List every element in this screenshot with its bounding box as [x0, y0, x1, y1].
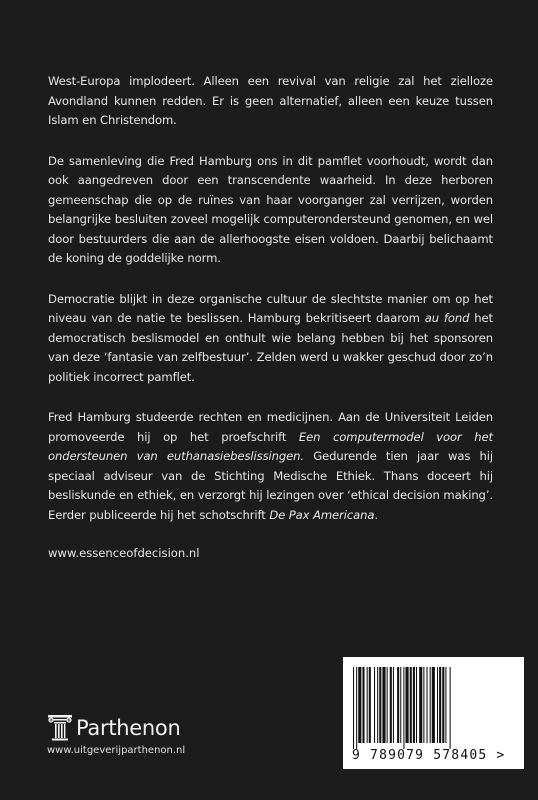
barcode-bar — [406, 667, 409, 743]
barcode-bar — [374, 667, 375, 743]
barcode-bar — [432, 667, 435, 743]
barcode-bar — [442, 667, 444, 743]
barcode-bar — [397, 667, 399, 743]
paragraph-4-italic-title-2: De Pax Americana — [269, 507, 375, 522]
barcode-bar — [437, 667, 438, 743]
isbn-number: 9 789079 578405 > — [352, 748, 506, 763]
paragraph-4 — [48, 408, 493, 525]
barcode-bar — [353, 667, 354, 749]
publisher-url: www.uitgeverijparthenon.nl — [47, 745, 186, 756]
barcode-bar — [450, 667, 451, 749]
paragraph-4-text-a: Fred Hamburg studeerde rechten en medicijnen. Aan de Universiteit Leiden promoveerde hij op het proefschrift — [48, 410, 493, 444]
barcode-bar — [387, 667, 388, 743]
paragraph-3-text-a: Democratie blijkt in deze organische cultuur de slechtste manier om op het niveau van de natie te beslissen. Hamburg bekritiseert daarom — [48, 291, 493, 325]
publisher-logo — [47, 713, 247, 756]
paragraph-4-text-b: Gedurende tien jaar was hij speciaal adviseur van de Stichting Medische Ethiek. Thans doceert hij besliskunde en ethiek, en verzorgt hij lezingen over ‘ethical decision making’. Eerder publiceerde hij het schotschrift — [48, 449, 493, 522]
barcode-bar — [379, 667, 381, 743]
barcode-bar — [423, 667, 424, 743]
paragraph-3 — [48, 290, 493, 388]
barcode-bar — [413, 667, 415, 743]
barcode-bar — [445, 667, 446, 743]
barcode-bar — [356, 667, 357, 749]
barcode-bar — [416, 667, 417, 743]
barcode-bar — [400, 667, 401, 743]
barcode-bar — [393, 667, 394, 743]
paragraph-4-italic-title: Een computermodel voor het ondersteunen van euthanasiebeslissingen. — [48, 429, 493, 463]
barcode-bar — [419, 667, 422, 743]
barcode-bar — [369, 667, 371, 743]
publisher-logo-row — [47, 713, 247, 743]
barcode — [343, 657, 524, 769]
barcode-bar — [439, 667, 441, 743]
paragraph-1: West-Europa implodeert. Alleen een revival van religie zal het zielloze Avondland kunnen redden. Er is geen alternatief, alleen een keuze tussen Islam en Christendom. — [48, 74, 493, 127]
paragraph-2: De samenleving die Fred Hamburg ons in dit pamflet voorhoudt, wordt dan ook aangedreven door een transcendente waarheid. In deze herboren gemeenschap die op de ruïnes van haar voorganger zal verrijzen, worden belangrijke besluiten zoveel mogelijk computerondersteund genomen, en wel door bestuurders die aan de allerhoogste eisen voldoen. Daarbij belichaamt de koning de goddelijke norm. — [48, 153, 493, 265]
barcode-bar — [430, 667, 431, 743]
barcode-bar — [382, 667, 385, 743]
barcode-bar — [367, 667, 368, 743]
barcode-bar — [403, 667, 404, 749]
barcode-bar — [362, 667, 364, 743]
publisher-name: Parthenon — [76, 716, 181, 740]
barcode-bar — [427, 667, 428, 743]
paragraph-3-text-b: het democratisch beslismodel en onthult wie belang hebben bij het sponsoren van deze ‘fantasie van zelfbestuur’. Zelden werd u wakker geschud door zo’n politiek incorrect pamflet. — [48, 311, 493, 384]
blurb-text — [48, 72, 493, 564]
barcode-bar — [410, 667, 412, 743]
barcode-bar — [390, 667, 392, 743]
greek-column-icon — [47, 714, 73, 742]
paragraph-3-italic: au fond — [424, 311, 470, 325]
barcode-bar — [358, 667, 361, 743]
author-website: www.essenceofdecision.nl — [48, 546, 200, 560]
barcode-bar — [377, 667, 378, 743]
paragraph-4-text-c: . — [374, 507, 378, 522]
